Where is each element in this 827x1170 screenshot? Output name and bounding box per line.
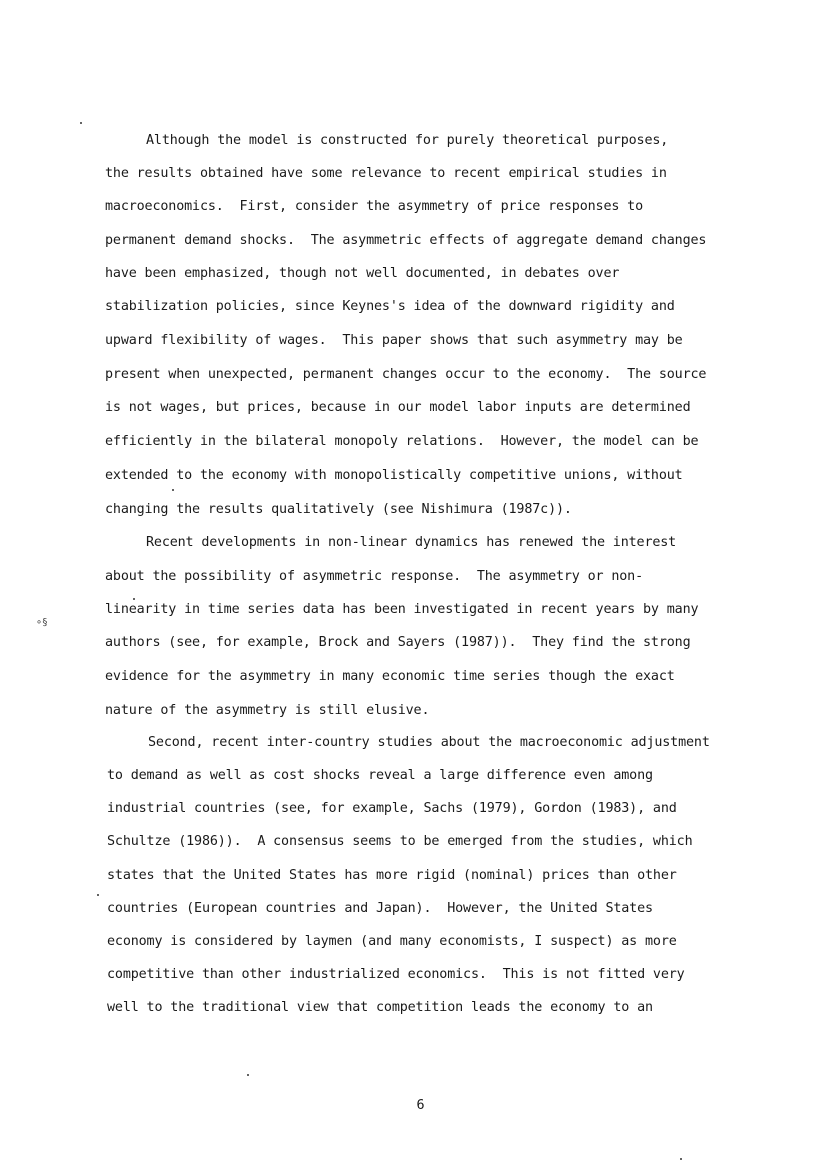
text-line: changing the results qualitatively (see Nishimura (1987c)). [105,502,572,517]
text-line: linearity in time series data has been investigated in recent years by many [105,602,699,617]
text-line: economy is considered by laymen (and many economists, I suspect) as more [107,934,677,949]
scan-speck [80,122,82,124]
margin-scribble: ∘§ [36,617,48,628]
text-line: Second, recent inter-country studies about the macroeconomic adjustment [148,735,710,750]
text-line: states that the United States has more rigid (nominal) prices than other [107,868,677,883]
text-line: about the possibility of asymmetric response. The asymmetry or non- [105,569,644,584]
text-line: countries (European countries and Japan). However, the United States [107,901,653,916]
text-line: have been emphasized, though not well documented, in debates over [105,266,620,281]
text-line: Schultze (1986)). A consensus seems to be emerged from the studies, which [107,834,693,849]
scan-speck [133,598,135,600]
text-line: upward flexibility of wages. This paper shows that such asymmetry may be [105,333,683,348]
text-line: to demand as well as cost shocks reveal a large difference even among [107,768,653,783]
text-line: Although the model is constructed for purely theoretical purposes, [146,133,669,148]
text-line: nature of the asymmetry is still elusive. [105,703,430,718]
text-line: macroeconomics. First, consider the asymmetry of price responses to [105,199,644,214]
text-line: the results obtained have some relevance to recent empirical studies in [105,166,667,181]
text-line: evidence for the asymmetry in many economic time series though the exact [105,669,675,684]
text-line: Recent developments in non-linear dynamics has renewed the interest [146,535,677,550]
scan-speck [172,489,174,491]
text-line: present when unexpected, permanent changes occur to the economy. The source [105,367,707,382]
text-line: industrial countries (see, for example, Sachs (1979), Gordon (1983), and [107,801,677,816]
text-line: well to the traditional view that competition leads the economy to an [107,1000,653,1015]
text-line: efficiently in the bilateral monopoly relations. However, the model can be [105,434,699,449]
text-line: extended to the economy with monopolistically competitive unions, without [105,468,683,483]
text-line: stabilization policies, since Keynes's idea of the downward rigidity and [105,299,675,314]
scan-speck [97,894,99,896]
text-line: authors (see, for example, Brock and Sayers (1987)). They find the strong [105,635,691,650]
page-number: 6 [416,1098,425,1113]
text-line: is not wages, but prices, because in our model labor inputs are determined [105,400,691,415]
scan-speck [680,1158,682,1160]
scan-speck [247,1074,249,1076]
text-line: competitive than other industrialized economics. This is not fitted very [107,967,685,982]
text-line: permanent demand shocks. The asymmetric effects of aggregate demand changes [105,233,707,248]
